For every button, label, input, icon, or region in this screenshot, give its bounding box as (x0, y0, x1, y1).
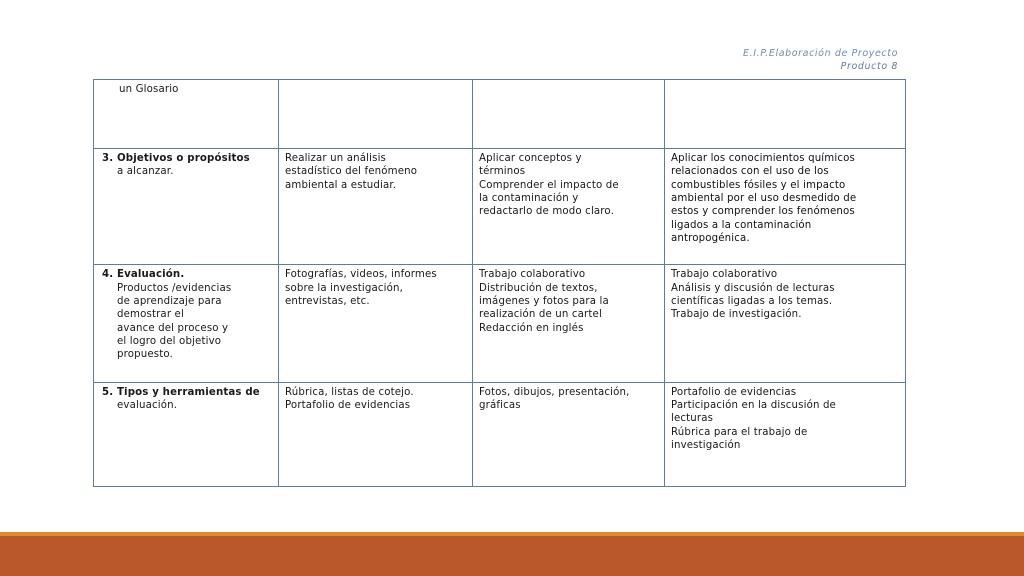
cell-line: Realizar un análisis (285, 153, 387, 165)
cell-line: Portafolio de evidencias (671, 386, 797, 398)
row-label-heading: 5. Tipos y herramientas de (102, 386, 260, 398)
cell-line: Participación en la discusión de (671, 400, 836, 412)
table-cell (665, 382, 906, 486)
row-label-heading: 4. Evaluación. (102, 269, 185, 281)
table-row-glossary (94, 80, 906, 149)
table-cell (665, 149, 906, 265)
cell-line: Portafolio de evidencias (285, 400, 411, 412)
row-label-cell (94, 149, 279, 265)
cell-line: estos y comprender los fenómenos (671, 206, 855, 218)
cell-line: sobre la investigación, (285, 282, 404, 294)
cell-line: científicas ligadas a los temas. (671, 296, 833, 308)
cell-line: Rúbrica para el trabajo de (671, 426, 808, 438)
table-row-evaluation (94, 265, 906, 382)
table-cell (473, 265, 665, 382)
table-cell (473, 149, 665, 265)
cell-line: realización de un cartel (479, 309, 602, 321)
header-project-title: E.I.P.Elaboración de Proyecto (742, 48, 898, 59)
cell-line: lecturas (671, 413, 714, 425)
cell-line: relacionados con el uso de los (671, 166, 829, 178)
cell-line: Trabajo colaborativo (479, 269, 586, 281)
cell-line: Trabajo de investigación. (671, 309, 802, 321)
table-row-objectives (94, 149, 906, 265)
row-label-line: avance del proceso y (117, 322, 229, 334)
row-label-heading: 3. Objetivos o propósitos (102, 153, 250, 165)
cell-line: la contaminación y (479, 193, 579, 205)
row-label-line: Productos /evidencias (117, 282, 232, 294)
cell-line: gráficas (479, 400, 521, 412)
cell-line: Análisis y discusión de lecturas (671, 282, 835, 294)
row-label-line: evaluación. (117, 400, 178, 412)
cell-line: imágenes y fotos para la (479, 296, 609, 308)
row-label-cell (94, 265, 279, 382)
project-plan-table (93, 79, 906, 487)
footer-bar (0, 536, 1024, 576)
row-label-line: de aprendizaje para (117, 296, 222, 308)
cell-line: ligados a la contaminación (671, 219, 812, 231)
cell-line: redactarlo de modo claro. (479, 206, 615, 218)
cell-line: Aplicar los conocimientos químicos (671, 153, 855, 165)
cell-line: Trabajo colaborativo (671, 269, 778, 281)
cell-line: entrevistas, etc. (285, 296, 370, 308)
cell-line: investigación (671, 439, 741, 451)
cell-line: Fotografías, videos, informes (285, 269, 437, 281)
table-cell (279, 382, 473, 486)
row-label-cell (94, 382, 279, 486)
cell-line: ambiental a estudiar. (285, 179, 397, 191)
table-cell (473, 80, 665, 149)
row-label-line: a alcanzar. (117, 166, 174, 178)
cell-line: Fotos, dibujos, presentación, (479, 386, 630, 398)
table-row-assessment-tools (94, 382, 906, 486)
cell-line: Comprender el impacto de (479, 179, 619, 191)
cell-line: Redacción en inglés (479, 322, 584, 334)
table-cell (473, 382, 665, 486)
table-cell (665, 80, 906, 149)
table-cell (665, 265, 906, 382)
table-cell (279, 149, 473, 265)
cell-line: Rúbrica, listas de cotejo. (285, 386, 414, 398)
cell-line: antropogénica. (671, 232, 750, 244)
cell-line: Aplicar conceptos y (479, 153, 582, 165)
cell-line: Distribución de textos, (479, 282, 598, 294)
header-product-number: Producto 8 (840, 61, 898, 72)
document-header (743, 47, 898, 73)
row-label-line: el logro del objetivo (117, 335, 222, 347)
table-cell (279, 265, 473, 382)
cell-line: estadístico del fenómeno (285, 166, 418, 178)
cell-line: términos (479, 166, 526, 178)
row-label-line: un Glosario (119, 84, 179, 95)
row-label-cell (94, 80, 279, 149)
cell-line: combustibles fósiles y el impacto (671, 179, 846, 191)
cell-line: ambiental por el uso desmedido de (671, 193, 857, 205)
row-label-line: demostrar el (117, 309, 184, 321)
table-cell (279, 80, 473, 149)
row-label-line: propuesto. (117, 349, 173, 361)
